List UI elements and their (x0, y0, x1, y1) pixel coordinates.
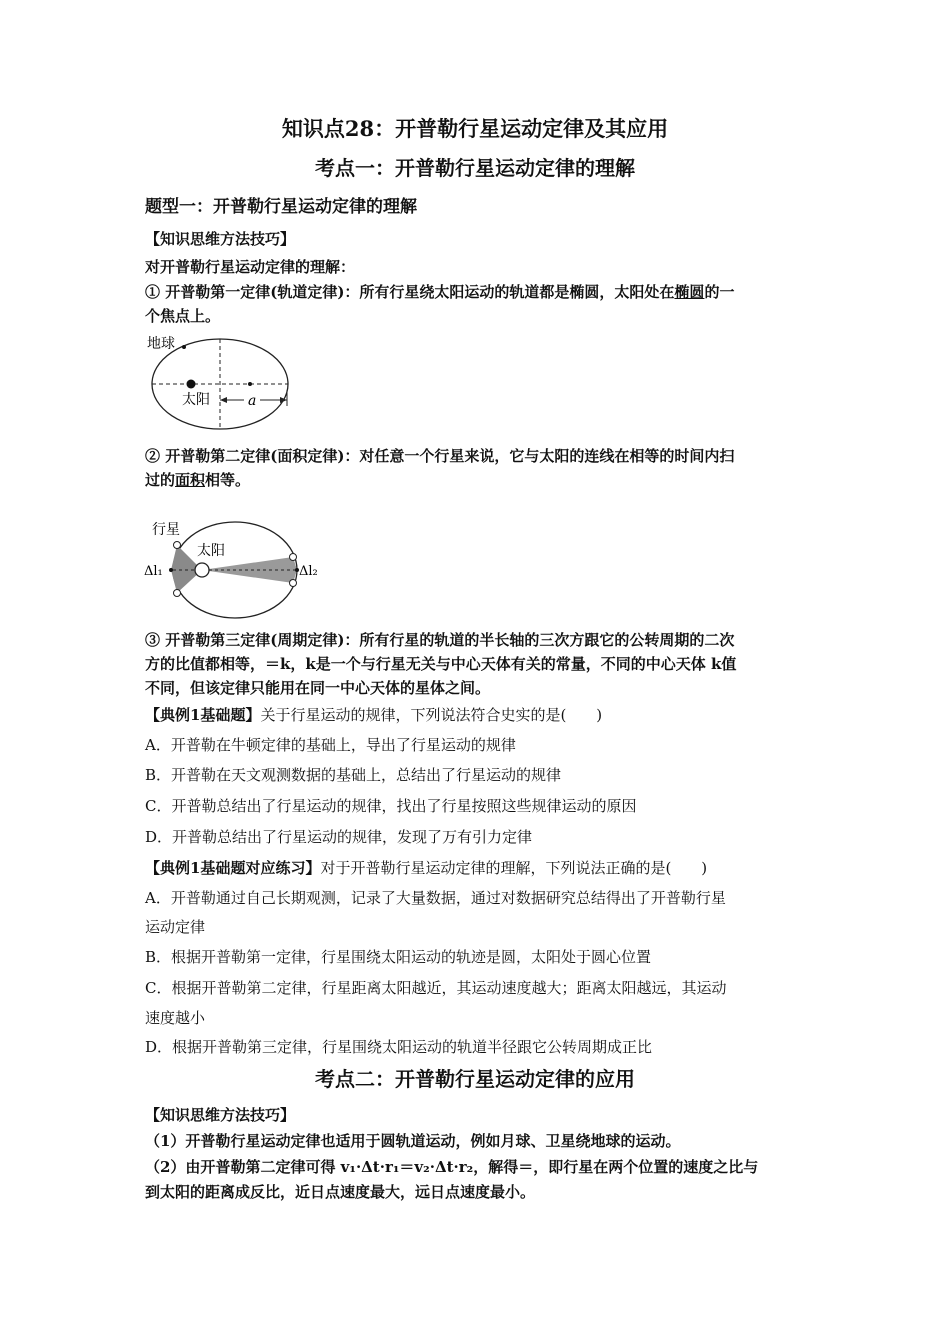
earth-dot (182, 345, 186, 349)
delta-l2-label: Δl₂ (299, 564, 318, 579)
law3-line2: 方的比值都相等，＝k，k是一个与行星无关与中心天体有关的常量，不同的中心天体 k值 (145, 655, 737, 673)
exercise1-option-b: B．根据开普勒第一定律，行星围绕太阳运动的轨迹是圆，太阳处于圆心位置 (145, 948, 652, 966)
exercise1-option-d: D．根据开普勒第三定律，行星围绕太阳运动的轨道半径跟它公转周期成正比 (145, 1038, 653, 1056)
planet-dot-1 (174, 542, 181, 549)
law3-line3: 不同，但该定律只能用在同一中心天体的星体之间。 (145, 679, 491, 697)
example1-option-a: A．开普勒在牛顿定律的基础上，导出了行星运动的规律 (145, 736, 516, 754)
law2-line1: ② 开普勒第二定律(面积定律)：对任意一个行星来说，它与太阳的连线在相等的时间内扫 (145, 447, 735, 465)
exercise1-question: 【典例1基础题对应练习】对于开普勒行星运动定律的理解，下列说法正确的是( ) (145, 859, 708, 877)
semi-major-axis-label: a (248, 393, 257, 409)
sun-circle (195, 563, 209, 577)
tips2-heading: 【知识思维方法技巧】 (145, 1106, 296, 1124)
type-heading: 题型一：开普勒行星运动定律的理解 (145, 197, 417, 217)
sun-label-2: 太阳 (197, 543, 225, 559)
example1-option-b: B．开普勒在天文观测数据的基础上，总结出了行星运动的规律 (145, 766, 562, 784)
law3-line1: ③ 开普勒第三定律(周期定律)：所有行星的轨道的半长轴的三次方跟它的公转周期的二次 (145, 631, 735, 649)
planet-dot-2 (174, 590, 181, 597)
example1-question: 【典例1基础题】关于行星运动的规律，下列说法符合史实的是( ) (145, 706, 603, 724)
section-heading-point2: 考点二：开普勒行星运动定律的应用 (315, 1067, 635, 1091)
page-title: 知识点28：开普勒行星运动定律及其应用 (281, 116, 669, 141)
exercise1-option-a-line1: A．开普勒通过自己长期观测，记录了大量数据，通过对数据研究总结得出了开普勒行星 (145, 889, 726, 907)
tips2-item2-line2: 到太阳的距离成反比，近日点速度最大，远日点速度最小。 (145, 1183, 536, 1201)
tips-heading: 【知识思维方法技巧】 (145, 230, 296, 248)
focus-dot (248, 382, 252, 386)
exercise1-option-c-line2: 速度越小 (145, 1009, 206, 1027)
exercise1-option-a-line2: 运动定律 (145, 918, 206, 936)
law2-line2: 过的面积相等。 (145, 471, 251, 489)
law1-line2: 个焦点上。 (145, 307, 221, 325)
ellipse-orbit-figure (140, 330, 300, 430)
planet-label: 行星 (152, 522, 180, 538)
sun-dot (187, 380, 196, 389)
intro-text: 对开普勒行星运动定律的理解： (145, 258, 356, 276)
area-law-figure (140, 515, 325, 625)
tips2-item2-line1: （2）由开普勒第二定律可得 v₁·Δt·r₁＝v₂·Δt·r₂，解得＝，即行星在两个位置的速度之比与 (145, 1158, 759, 1176)
section-heading-point1: 考点一：开普勒行星运动定律的理解 (315, 156, 635, 180)
planet-dot-3 (290, 554, 297, 561)
example1-option-d: D．开普勒总结出了行星运动的规律，发现了万有引力定律 (145, 828, 533, 846)
tips2-item1: （1）开普勒行星运动定律也适用于圆轨道运动，例如月球、卫星绕地球的运动。 (145, 1132, 681, 1150)
example1-option-c: C．开普勒总结出了行星运动的规律，找出了行星按照这些规律运动的原因 (145, 797, 637, 815)
exercise1-option-c-line1: C．根据开普勒第二定律，行星距离太阳越近，其运动速度越大；距离太阳越远，其运动 (145, 979, 727, 997)
delta-l1-label: Δl₁ (144, 564, 163, 579)
law1-line1: ① 开普勒第一定律(轨道定律)：所有行星绕太阳运动的轨道都是椭圆，太阳处在椭圆的一 (145, 283, 735, 301)
planet-dot-4 (290, 580, 297, 587)
earth-label: 地球 (147, 336, 175, 352)
sun-label: 太阳 (182, 392, 210, 408)
